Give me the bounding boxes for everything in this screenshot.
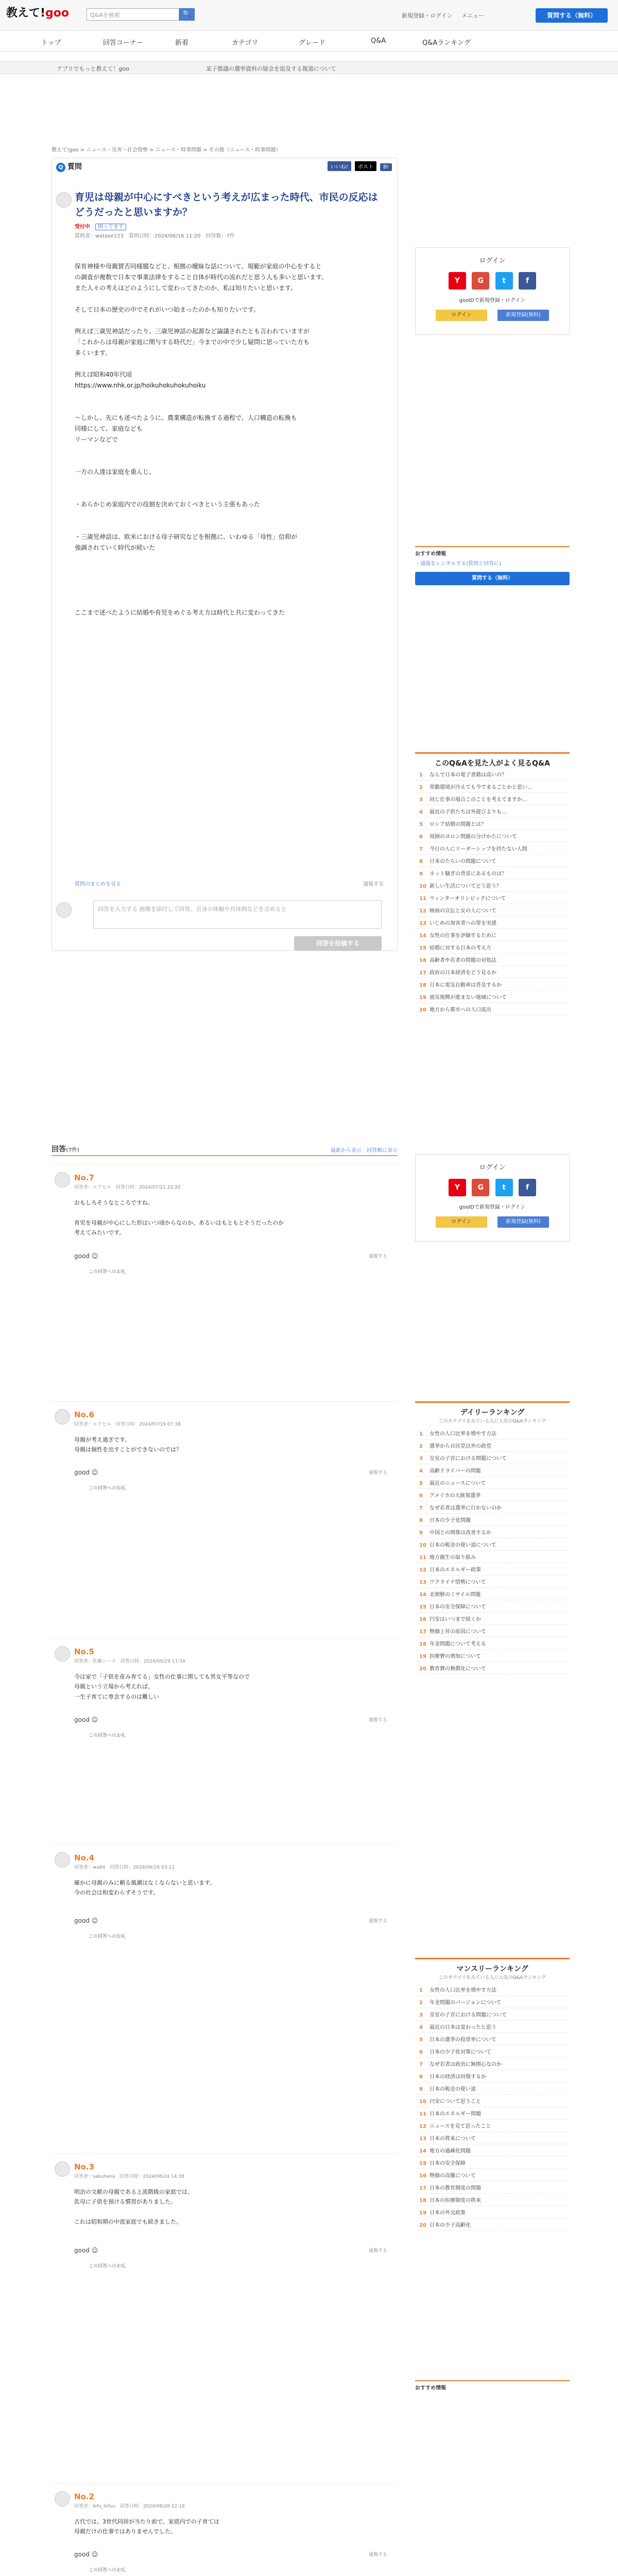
answer-body: 母親が考え過ぎです。 母親は個性を出すことができないのでは？ <box>74 1436 182 1453</box>
news-link[interactable]: 某子都議の選挙資料の疑念を追及する報道について <box>206 65 336 72</box>
list-item[interactable]: 6 日本の少子化対策について <box>415 2045 570 2058</box>
info-bar <box>0 61 618 74</box>
report-link[interactable]: 通報する <box>368 1470 387 1476</box>
answerer-avatar <box>55 1646 70 1662</box>
search-input[interactable]: Q&Aを検索 <box>87 8 179 21</box>
recommend-title: おすすめ情報 <box>415 551 447 557</box>
answerer-avatar <box>55 1409 70 1425</box>
list-item[interactable]: 5 ロシア結婚の問題とは？ <box>415 818 570 830</box>
answer-item <box>52 1638 398 1834</box>
list-item[interactable]: 13 ウクライナ情勢について <box>415 1575 570 1588</box>
list-item[interactable]: 4 最近の日本は変わったと思う <box>415 2021 570 2033</box>
list-item[interactable]: 5 日本の選挙の投票率について <box>415 2033 570 2045</box>
answer-meta: 回答者：lefu_lefuu 回答日時：2024/06/28 22:18 <box>74 2504 185 2509</box>
answer-comment-toggle[interactable]: この回答へのお礼 <box>89 1733 126 1738</box>
question-card <box>52 158 398 951</box>
list-item[interactable]: 1 なんで日本の電子書籍は高いの？ <box>415 768 570 781</box>
list-item[interactable]: 7 今日の人にリーダーシップを持たない人間 <box>415 842 570 855</box>
answer-comment-toggle[interactable]: この回答へのお礼 <box>89 2568 126 2573</box>
login-button[interactable]: ログイン <box>436 1216 487 1228</box>
list-item[interactable]: 5 最近のニュースについて <box>415 1477 570 1489</box>
answer-body: 古代では、3世代同居が当たり前で、家庭内での子育ては 母親だけの仕事ではありませんでした。 <box>74 2518 219 2535</box>
list-item[interactable]: 16 円安はいつまで続くか <box>415 1613 570 1625</box>
list-item[interactable]: 10 日本の税金の使い道について <box>415 1538 570 1551</box>
report-link[interactable]: 通報する <box>368 2248 387 2253</box>
answer-number: No.5 <box>74 1647 94 1656</box>
answerer-avatar <box>55 2161 70 2177</box>
monthly-ranking-title: マンスリーランキング <box>456 1965 528 1973</box>
good-button[interactable]: good ☺ <box>74 1917 98 1924</box>
nav-top[interactable]: トップ <box>41 39 61 47</box>
answer-body: 確かに母親のみに頼る風潮はなくならないと思います。 今の社会は相変わらずそうです。 <box>74 1879 216 1896</box>
google-icon[interactable]: G <box>472 1179 489 1196</box>
list-item[interactable]: 11 地方創生の取り組み <box>415 1551 570 1563</box>
answers-title: 回答 <box>52 1145 66 1154</box>
login-icons <box>449 1179 536 1196</box>
list-item[interactable]: 16 高齢者や若者の問題の対処法 <box>415 954 570 966</box>
good-button[interactable]: good ☺ <box>74 1252 98 1260</box>
list-item[interactable]: 1 女性の人口比率を増やす方法 <box>415 1984 570 1996</box>
list-item[interactable]: 12 日本のエネルギー政策 <box>415 1563 570 1575</box>
list-item[interactable]: 9 中国との関係は改善するか <box>415 1526 570 1538</box>
list-item[interactable]: 1 女性の人口比率を増やす方法 <box>415 1427 570 1439</box>
answer-item <box>52 1401 398 1628</box>
recommend-box-2 <box>415 2380 570 2393</box>
list-item[interactable]: 13 日本の将来について <box>415 2132 570 2144</box>
related-link[interactable]: 質問のまとめを見る <box>75 882 121 887</box>
report-link[interactable]: 通報する <box>368 1254 387 1259</box>
list-item[interactable]: 20 日本の少子高齢化 <box>415 2218 570 2231</box>
list-item[interactable]: 14 北朝鮮のミサイル問題 <box>415 1588 570 1600</box>
search-button[interactable]: 🔍 <box>179 8 195 21</box>
header-links <box>402 11 491 20</box>
list-item[interactable]: 3 皇室の子宮における問題について <box>415 2008 570 2021</box>
like-button[interactable]: いいね! <box>328 161 351 171</box>
monthly-ranking-box <box>415 1958 570 2267</box>
answer-item <box>52 1844 398 2143</box>
monthly-ranking-list <box>415 1984 570 2231</box>
login-button[interactable]: ログイン <box>436 310 487 321</box>
menu-link[interactable]: メニュー <box>461 12 484 19</box>
related-qa-list <box>415 768 570 1015</box>
list-item[interactable]: 8 日本のたらいの問題について <box>415 855 570 867</box>
recommend-link[interactable]: ・通報をレンタルする(質問と回答に) <box>415 561 502 567</box>
facebook-icon[interactable]: f <box>519 272 536 290</box>
list-item[interactable]: 12 ニュースを見て思ったこと <box>415 2120 570 2132</box>
good-button[interactable]: good ☺ <box>74 2247 98 2254</box>
answers-header: 回答(7件) 最新から表示 回答順に表示 <box>52 1144 398 1156</box>
list-item[interactable]: 6 アメリカの大統領選挙 <box>415 1489 570 1501</box>
list-item[interactable]: 8 日本の少子化問題 <box>415 1514 570 1526</box>
list-item[interactable]: 14 女性の仕事を評価するために <box>415 929 570 941</box>
answer-number: No.3 <box>74 2162 94 2172</box>
recommend-title-2: おすすめ情報 <box>415 2385 447 2391</box>
question-icon: Q <box>56 163 65 172</box>
login-link[interactable]: 新規登録・ログイン <box>402 12 453 19</box>
list-item[interactable]: 15 日本の安全保障 <box>415 2157 570 2169</box>
question-body: 保育神様や母親賛否同様題などと、根拠の曖昧な話について、規範が家庭の中心をすると の調査が複数で日本で事業法律をすること自体が時代の流れだと思う人も多いと思います。 また人々の考えはどのようにして変わってきたのか、私は知りたいと思います。 そして日本の歴史の中でそれがいつ始まったのかも知りたいです。 例えば三歳児神話だったり、三歳児神話の起源など論議されたとも言われていますが 「これからは母親が家庭に関与する時代だ」今までの中で少し疑問に思っていた方も 多くいます。 例えば昭和40年代頃 https://www.nhk.or.jp/hoikuhokuhokuhoiku ～しかし、先にも述べたように、農業構造が転換する過程で、人口構造の転換も 同様にして、家庭なども リーマンなどで 一方の人達は家庭を重んじ、 ・あらかじめ家庭内での役割を決めておくべきという主張もあった ・三歳児神話は、欧米における母子研究などを根拠に、いわゆる「母性」信仰が 強調されていく時代が続いた ここまで述べたように結婚や育児をめぐる考え方は時代と共に変わってきた <box>75 263 328 616</box>
sort-newest[interactable]: 最新から表示 <box>331 1148 362 1154</box>
monthly-ranking-sub: このカテゴリをみている人に人気のQ&Aランキング <box>438 1975 546 1980</box>
list-item[interactable]: 2 選挙から自民党以外の政党 <box>415 1439 570 1452</box>
list-item[interactable]: 18 日本の医療制度の将来 <box>415 2194 570 2206</box>
answer-meta: 回答者：ルアヒル 回答日時：2024/07/21 22:20 <box>74 1185 181 1190</box>
list-item[interactable]: 4 最近の子供たちは外遊びよりも... <box>415 805 570 818</box>
yahoo-icon[interactable]: Y <box>449 1179 466 1196</box>
ask-question-button[interactable]: 質問する（無料） <box>536 8 608 23</box>
list-item[interactable]: 8 日本の経済は回復するか <box>415 2070 570 2082</box>
twitter-icon[interactable]: t <box>495 272 513 290</box>
user-avatar <box>56 902 72 918</box>
hatena-button[interactable]: B! <box>380 163 392 171</box>
login-box <box>415 247 570 335</box>
nav-grade[interactable]: グレード <box>299 39 326 47</box>
question-label: Q 質問 <box>56 161 82 172</box>
nav-new[interactable]: 新着 <box>175 39 189 47</box>
question-footer <box>75 879 384 887</box>
daily-ranking-list <box>415 1427 570 1674</box>
list-item[interactable]: 3 皇室の子宮における問題について <box>415 1452 570 1464</box>
app-link[interactable]: アプリでもっと教えて！goo <box>57 65 130 72</box>
question-meta: 質問者：watase123 質問日時：2024/06/16 11:20 回答数：7件 <box>75 233 235 239</box>
sort-oldest[interactable]: 回答順に表示 <box>367 1148 398 1154</box>
sort-controls <box>331 1146 398 1154</box>
list-item[interactable]: 9 ネット騒ぎの背景にあるものは？ <box>415 867 570 879</box>
list-item[interactable]: 2 常勤環境が冷えても今でまるごとかと思い... <box>415 781 570 793</box>
nav-category[interactable]: カテゴリ <box>232 39 259 47</box>
related-qa-title: このQ&Aを見た人がよく見るQ&A <box>435 759 550 768</box>
list-item[interactable]: 13 いじめの加害者への罪を実感 <box>415 917 570 929</box>
nav-ranking[interactable]: Q&Aランキング <box>422 39 471 47</box>
register-button[interactable]: 新規登録(無料) <box>497 1216 549 1228</box>
list-item[interactable]: 10 円安について思うこと <box>415 2095 570 2107</box>
recommend-box <box>415 546 570 585</box>
login-icons <box>449 272 536 290</box>
post-answer-button[interactable]: 回答を投稿する <box>294 936 382 951</box>
list-item[interactable]: 18 年金問題について考える <box>415 1637 570 1650</box>
main-nav <box>0 31 618 52</box>
list-item[interactable]: 18 日本に電気自動車は普及するか <box>415 978 570 991</box>
list-item[interactable]: 17 政府の日本経済をどう見るか <box>415 966 570 978</box>
answer-input[interactable]: 回答を入力する 画像を添付して回答、自身の体験や具体例などを含めると <box>93 900 382 929</box>
answerer-avatar <box>55 1852 70 1868</box>
report-link[interactable]: 通報する <box>363 882 384 887</box>
list-item[interactable]: 15 日本の安全保障について <box>415 1600 570 1613</box>
daily-ranking-box <box>415 1401 570 1710</box>
answer-meta: 回答者：wa84 回答日時：2024/06/26 03:11 <box>74 1865 175 1870</box>
list-item[interactable]: 2 年金問題のバージョンについて <box>415 1996 570 2008</box>
report-link[interactable]: 通報する <box>368 2552 387 2557</box>
daily-ranking-sub: このカテゴリをみている人に人気のQ&Aランキング <box>438 1419 546 1424</box>
list-item[interactable]: 20 地方から都市への人口流出 <box>415 1003 570 1015</box>
answer-comment-toggle[interactable]: この回答へのお礼 <box>89 1934 126 1939</box>
answer-item <box>52 2154 398 2473</box>
list-item[interactable]: 11 日本のエネルギー問題 <box>415 2107 570 2120</box>
list-item[interactable]: 17 日本の教育制度の問題 <box>415 2181 570 2194</box>
twitter-icon[interactable]: t <box>495 1179 513 1196</box>
answerer-avatar <box>55 2491 70 2506</box>
post-button[interactable]: ポスト <box>355 161 376 171</box>
answer-number: No.7 <box>74 1173 94 1182</box>
login-sub: gooIDで新規登録・ログイン <box>459 298 526 303</box>
site-header <box>0 0 618 31</box>
list-item[interactable]: 19 日本の外交政策 <box>415 2206 570 2218</box>
answer-item <box>52 1164 398 1391</box>
report-link[interactable]: 通報する <box>368 1919 387 1924</box>
list-item[interactable]: 15 結婚に対する日本の考え方 <box>415 941 570 954</box>
answer-number: No.6 <box>74 1410 94 1419</box>
list-item[interactable]: 17 物価上昇の原因について <box>415 1625 570 1637</box>
login-title: ログイン <box>479 1164 506 1172</box>
answer-number: No.2 <box>74 2492 94 2501</box>
list-item[interactable]: 7 なぜ若者は政治に無関心なのか <box>415 2058 570 2070</box>
nav-answer-corner[interactable]: 回答コーナー <box>103 39 144 47</box>
answer-meta: 回答者：sakuhana 回答日時：2024/06/24 14:38 <box>74 2174 184 2179</box>
list-item[interactable]: 20 教育費の無償化について <box>415 1662 570 1674</box>
list-item[interactable]: 10 新しい生活についてどう思う？ <box>415 879 570 892</box>
sidebar-ask-button[interactable]: 質問する（無料） <box>415 572 570 585</box>
site-logo[interactable]: 教えて!goo <box>6 7 70 20</box>
questioner-avatar <box>56 192 72 208</box>
facebook-icon[interactable]: f <box>519 1179 536 1196</box>
question-title: 育児は母親が中心にすべきという考えが広まった時代、市民の反応はどうだったと思いますか？ <box>75 192 378 218</box>
list-item[interactable]: 9 日本の税金の使い道 <box>415 2082 570 2095</box>
good-button[interactable]: good ☺ <box>74 1469 98 1476</box>
good-button[interactable]: good ☺ <box>74 1716 98 1723</box>
answer-body: おもしろそうなところですね。 育児を母親が中心にした形はいつ頃からなのか、あるいはもともとそうだったのか 考えてみたいです。 <box>74 1199 284 1236</box>
social-buttons <box>325 161 392 171</box>
login-sub: gooIDで新規登録・ログイン <box>459 1205 526 1210</box>
daily-ranking-title: デイリーランキング <box>460 1409 525 1417</box>
answer-comment-toggle[interactable]: この回答へのお礼 <box>89 1486 126 1491</box>
register-button[interactable]: 新規登録(無料) <box>497 310 549 321</box>
login-box-2 <box>415 1154 570 1242</box>
answer-meta: 回答者：ルアヒル 回答日時：2024/07/19 07:38 <box>74 1422 181 1427</box>
list-item[interactable]: 3 同じ仕事の場合このことを考えてますか... <box>415 793 570 805</box>
list-item[interactable]: 11 ウィンターオリンピックについて <box>415 892 570 904</box>
answerer-avatar <box>55 1172 70 1188</box>
answer-body: 明治の文献の母親である上流階級の家庭では、 乳母に子供を預ける慣習がありました。 これは昭和期の中流家庭でも続きました。 <box>74 2189 193 2225</box>
answer-comment-toggle[interactable]: この回答へのお礼 <box>89 2264 126 2269</box>
login-title: ログイン <box>479 257 506 265</box>
list-item[interactable]: 4 高齢ドライバーの問題 <box>415 1464 570 1477</box>
list-item[interactable]: 14 地方の過疎化問題 <box>415 2144 570 2157</box>
answer-number: No.4 <box>74 1853 94 1862</box>
google-icon[interactable]: G <box>472 272 489 290</box>
answer-meta: 回答者：佐藤シード 回答日時：2024/06/29 11:34 <box>74 1659 185 1664</box>
yahoo-icon[interactable]: Y <box>449 272 466 290</box>
list-item[interactable]: 19 医療費の増加について <box>415 1650 570 1662</box>
nav-qa[interactable]: Q&A <box>371 37 386 45</box>
breadcrumb[interactable]: 教えて!goo > ニュース・災害・社会情勢 > ニュース・時事問題 > その他（ニュース・時事問題） <box>52 147 281 153</box>
answer-item <box>52 2483 398 2576</box>
list-item[interactable]: 16 物価の高騰について <box>415 2169 570 2181</box>
list-item[interactable]: 7 なぜ若者は選挙に行かないのか <box>415 1501 570 1514</box>
answer-body: 今は家で「子供を産み育てる」女性の仕事に関しても男女平等なので 母親という立場から考えれば、 一生子育てに専念するのは難しい <box>74 1673 250 1700</box>
answer-comment-toggle[interactable]: この回答へのお礼 <box>89 1269 126 1275</box>
list-item[interactable]: 6 周囲のヨロン問題の分けかたについて <box>415 830 570 842</box>
list-item[interactable]: 12 映画の宣伝と女の人について <box>415 904 570 917</box>
related-qa-box <box>415 752 570 1041</box>
report-link[interactable]: 通報する <box>368 1718 387 1723</box>
list-item[interactable]: 19 震災復興が進まない地域について <box>415 991 570 1003</box>
question-status: 受付中 困ってます <box>75 222 126 230</box>
good-button[interactable]: good ☺ <box>74 2551 98 2558</box>
